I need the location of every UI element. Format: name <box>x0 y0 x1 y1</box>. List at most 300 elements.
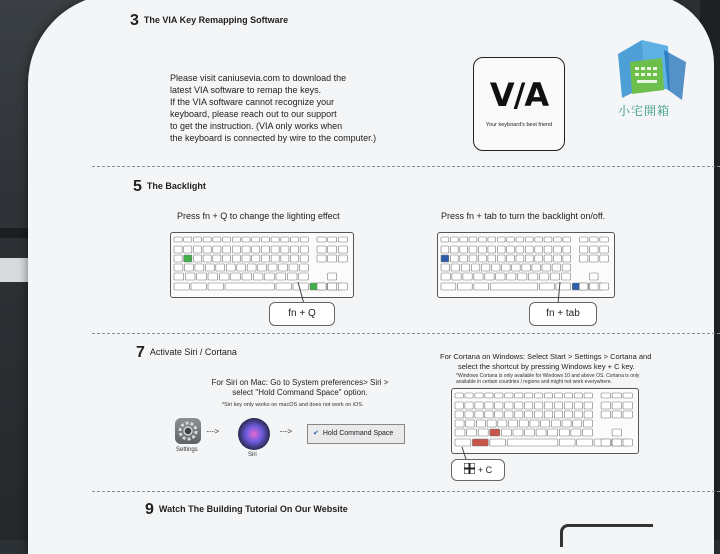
keyboard-key <box>465 402 473 409</box>
keyboard-key <box>601 402 610 409</box>
keyboard-key <box>317 283 326 290</box>
keyboard-key <box>485 411 493 418</box>
keyboard-key <box>203 237 211 242</box>
keyboard-key <box>476 420 485 427</box>
keyboard-key <box>540 273 549 280</box>
keyboard-key <box>623 439 632 446</box>
siri-note: *Siri key only works on macOS and does not work on iOS. <box>222 402 364 408</box>
backlight-right-caption: Press fn + tab to turn the backlight on/off. <box>441 211 606 221</box>
keyboard-key <box>338 255 347 262</box>
keyboard-key <box>590 273 599 280</box>
keyboard-key <box>579 255 588 262</box>
keyboard-key <box>612 429 621 436</box>
keyboard-key <box>559 429 569 436</box>
keyboard-key <box>574 402 582 409</box>
keyboard-key <box>512 264 521 271</box>
keyboard-key <box>515 411 523 418</box>
keyboard-key <box>574 411 582 418</box>
keyboard-key <box>535 393 543 398</box>
siri-line: select "Hold Command Space" option. <box>232 388 368 397</box>
section-5-title-text: The Backlight <box>146 181 206 191</box>
keyboard-key <box>328 246 337 253</box>
keyboard-key <box>574 393 582 398</box>
section-3-line: to get the instruction. (VIA only works when <box>170 121 343 131</box>
keyboard-key <box>577 439 593 446</box>
keyboard-key <box>231 273 241 280</box>
keyboard-key <box>466 420 475 427</box>
keyboard-key <box>328 237 337 242</box>
keyboard-key <box>544 393 552 398</box>
keyboard-key <box>203 255 211 262</box>
fn-q-combo-label: fn + Q <box>269 302 335 326</box>
section-divider <box>92 491 720 492</box>
keyboard-key <box>497 246 505 253</box>
keyboard-key <box>535 246 543 253</box>
keyboard-key <box>465 393 473 398</box>
keyboard-key <box>253 273 263 280</box>
section-3-number: 3 <box>130 12 139 29</box>
keyboard-key <box>300 264 309 271</box>
keyboard-key <box>299 273 309 280</box>
keyboard-key <box>505 393 513 398</box>
section-divider <box>92 333 720 334</box>
keyboard-key <box>479 246 487 253</box>
section-3-line: latest VIA software to remap the keys. <box>170 85 322 95</box>
keyboard-key <box>281 255 289 262</box>
keyboard-key <box>479 255 487 262</box>
cortana-note-line: *Windows Cortana is only available for Windows 10 and above OS. Cortana is only <box>456 373 640 379</box>
keyboard-key <box>174 237 182 242</box>
keyboard-key <box>516 246 524 253</box>
keyboard-key <box>455 420 464 427</box>
cortana-instructions <box>440 352 651 372</box>
keyboard-key <box>455 411 463 418</box>
keyboard-key <box>552 264 561 271</box>
keyboard-key <box>467 429 477 436</box>
keyboard-key <box>544 237 552 242</box>
keyboard-key <box>174 246 182 253</box>
keyboard-key <box>564 411 572 418</box>
keyboard-key <box>271 237 279 242</box>
keyboard-key <box>485 273 494 280</box>
keyboard-key <box>271 246 279 253</box>
device-edge <box>560 524 653 547</box>
keyboard-key <box>559 439 575 446</box>
keyboard-key <box>492 264 501 271</box>
keyboard-key <box>300 246 308 253</box>
keyboard-key <box>488 255 496 262</box>
windows-key-icon <box>464 463 475 474</box>
highlighted-key <box>184 255 192 262</box>
keyboard-key <box>612 393 621 398</box>
via-logo-box <box>473 57 565 151</box>
keyboard-key <box>328 283 337 290</box>
keyboard-key <box>542 264 551 271</box>
section-3-line: keyboard, please reach out to our support <box>170 109 337 119</box>
keyboard-key <box>513 429 523 436</box>
keyboard-keys <box>438 233 614 297</box>
keyboard-key <box>460 255 468 262</box>
keyboard-key <box>612 402 621 409</box>
keyboard-key <box>242 273 252 280</box>
keyboard-key <box>505 402 513 409</box>
siri-instructions <box>210 378 390 398</box>
keyboard-key <box>516 237 524 242</box>
keyboard-key <box>219 273 229 280</box>
keyboard-key <box>300 237 308 242</box>
section-3-line: If the VIA software cannot recognize your <box>170 97 335 107</box>
keyboard-key <box>564 393 572 398</box>
keyboard-key <box>276 273 286 280</box>
cortana-line: For Cortana on Windows: Select Start > Settings > Cortana and <box>440 352 652 361</box>
keyboard-key <box>544 402 552 409</box>
keyboard-key <box>281 237 289 242</box>
keyboard-key <box>450 246 458 253</box>
keyboard-key <box>213 255 221 262</box>
keyboard-keys <box>452 389 638 453</box>
keyboard-diagram-fn-tab <box>437 232 615 298</box>
keyboard-key <box>338 237 347 242</box>
gear-icon <box>175 418 201 444</box>
keyboard-key <box>451 264 460 271</box>
keyboard-key <box>232 237 240 242</box>
keyboard-key <box>501 429 511 436</box>
section-3-title <box>130 12 288 30</box>
keyboard-key <box>452 273 461 280</box>
keyboard-key <box>474 273 483 280</box>
keyboard-key <box>600 237 609 242</box>
keyboard-key <box>507 237 515 242</box>
keyboard-key <box>457 283 472 290</box>
keyboard-key <box>197 273 207 280</box>
keyboard-key <box>563 255 571 262</box>
keyboard-key <box>562 420 571 427</box>
keyboard-key <box>252 246 260 253</box>
keyboard-key <box>551 420 560 427</box>
keyboard-key <box>497 237 505 242</box>
keyboard-key <box>532 264 541 271</box>
keyboard-key <box>507 255 515 262</box>
keyboard-key <box>495 393 503 398</box>
watermark-text: 小宅開箱 <box>618 104 671 118</box>
keyboard-key <box>232 246 240 253</box>
keyboard-key <box>584 411 592 418</box>
keyboard-key <box>203 246 211 253</box>
keyboard-key <box>247 264 256 271</box>
keyboard-key <box>516 255 524 262</box>
keyboard-key <box>328 273 337 280</box>
siri-icon <box>238 418 270 450</box>
keyboard-key <box>612 439 621 446</box>
keyboard-key <box>460 237 468 242</box>
win-c-combo-label <box>451 459 505 481</box>
keyboard-key <box>242 255 250 262</box>
section-3-line: the keyboard is connected by wire to the computer.) <box>170 133 377 143</box>
fn-tab-combo-label: fn + tab <box>529 302 597 326</box>
highlighted-key <box>441 255 449 262</box>
keyboard-key <box>208 283 223 290</box>
keyboard-key <box>590 283 599 290</box>
keyboard-key <box>223 246 231 253</box>
keyboard-key <box>573 420 582 427</box>
keyboard-key <box>441 237 449 242</box>
keyboard-key <box>258 264 267 271</box>
keyboard-key <box>193 255 201 262</box>
keyboard-key <box>465 411 473 418</box>
keyboard-diagram-win-c <box>451 388 639 454</box>
keyboard-key <box>174 283 189 290</box>
keyboard-key <box>544 255 552 262</box>
keyboard-key <box>544 246 552 253</box>
keyboard-key <box>550 273 559 280</box>
keyboard-key <box>600 283 609 290</box>
keyboard-key <box>535 402 543 409</box>
keyboard-key <box>601 439 610 446</box>
keyboard-key <box>469 246 477 253</box>
hold-command-space-label: Hold Command Space <box>322 430 394 437</box>
section-7-number: 7 <box>136 344 145 361</box>
keyboard-key <box>460 246 468 253</box>
siri-line: For Siri on Mac: Go to System preferences> Siri > <box>211 378 389 387</box>
keyboard-key <box>579 237 588 242</box>
keyboard-key <box>490 439 506 446</box>
keyboard-key <box>475 402 483 409</box>
keyboard-key <box>590 237 599 242</box>
keyboard-key <box>541 420 550 427</box>
keyboard-key <box>463 273 472 280</box>
keyboard-key <box>317 237 326 242</box>
keyboard-key <box>223 237 231 242</box>
keyboard-key <box>548 429 558 436</box>
keyboard-key <box>544 411 552 418</box>
via-logo: V/A <box>489 76 549 114</box>
keyboard-key <box>317 255 326 262</box>
keyboard-key <box>490 283 538 290</box>
keyboard-key <box>571 429 581 436</box>
checkmark-icon: ✔ <box>313 430 319 437</box>
keyboard-key <box>623 411 632 418</box>
keyboard-key <box>184 237 192 242</box>
keyboard-key <box>291 237 299 242</box>
keyboard-key <box>488 237 496 242</box>
keyboard-key <box>475 393 483 398</box>
section-divider <box>92 166 720 167</box>
keyboard-key <box>601 411 610 418</box>
keyboard-key <box>441 264 450 271</box>
keyboard-key <box>191 283 206 290</box>
win-c-combo-text: + C <box>477 465 493 475</box>
keyboard-key <box>584 393 592 398</box>
keyboard-key <box>502 264 511 271</box>
keyboard-key <box>529 273 538 280</box>
keyboard-key <box>525 411 533 418</box>
keyboard-key <box>515 393 523 398</box>
keyboard-key <box>232 255 240 262</box>
keyboard-key <box>563 246 571 253</box>
keyboard-key <box>213 237 221 242</box>
keyboard-key <box>495 411 503 418</box>
keyboard-key <box>441 283 456 290</box>
keyboard-key <box>223 255 231 262</box>
keyboard-key <box>623 393 632 398</box>
keyboard-key <box>488 246 496 253</box>
keyboard-key <box>554 246 562 253</box>
section-3-title-text: The VIA Key Remapping Software <box>143 15 289 25</box>
keyboard-key <box>450 237 458 242</box>
keyboard-key <box>496 273 505 280</box>
keyboard-key <box>474 283 489 290</box>
keyboard-diagram-fn-q <box>170 232 354 298</box>
keyboard-key <box>455 393 463 398</box>
keyboard-key <box>226 264 235 271</box>
keyboard-key <box>205 264 214 271</box>
keyboard-key <box>216 264 225 271</box>
keyboard-key <box>287 273 297 280</box>
keyboard-key <box>317 246 326 253</box>
settings-gear-icon <box>175 418 201 444</box>
section-7-title-text: Activate Siri / Cortana <box>149 347 237 357</box>
keyboard-key <box>328 255 337 262</box>
keyboard-key <box>554 255 562 262</box>
backlight-left-caption: Press fn + Q to change the lighting effect <box>177 211 340 221</box>
keyboard-key <box>525 237 533 242</box>
keyboard-key <box>185 273 195 280</box>
section-9-title <box>145 501 348 519</box>
keyboard-key <box>535 237 543 242</box>
keyboard-key <box>174 264 183 271</box>
keyboard-key <box>261 255 269 262</box>
keyboard-key <box>265 273 275 280</box>
keyboard-key <box>583 420 592 427</box>
keyboard-key <box>535 255 543 262</box>
keyboard-key <box>193 246 201 253</box>
keyboard-key <box>535 411 543 418</box>
keyboard-key <box>562 264 571 271</box>
keyboard-key <box>300 255 308 262</box>
keyboard-key <box>600 246 609 253</box>
keyboard-keys <box>171 233 353 297</box>
section-3-line: Please visit caniusevia.com to download the <box>170 73 347 83</box>
keyboard-key <box>515 402 523 409</box>
keyboard-key <box>441 246 449 253</box>
keyboard-key <box>208 273 218 280</box>
keyboard-key <box>525 393 533 398</box>
cortana-note-line: available in certain countries / regions and might not work everywhere. <box>456 379 612 385</box>
keyboard-key <box>268 264 277 271</box>
keyboard-key <box>184 246 192 253</box>
keyboard-key <box>579 246 588 253</box>
keyboard-key <box>242 246 250 253</box>
keyboard-key <box>579 283 588 290</box>
keyboard-key <box>450 255 458 262</box>
keyboard-key <box>338 246 347 253</box>
keyboard-key <box>519 420 528 427</box>
keyboard-key <box>252 255 260 262</box>
keyboard-key <box>237 264 246 271</box>
keyboard-key <box>261 237 269 242</box>
keyboard-key <box>291 246 299 253</box>
keyboard-key <box>213 246 221 253</box>
keyboard-key <box>281 246 289 253</box>
section-7-title <box>136 344 237 362</box>
keyboard-key <box>536 429 546 436</box>
keyboard-key <box>495 402 503 409</box>
keyboard-key <box>600 255 609 262</box>
keyboard-key <box>554 411 562 418</box>
keyboard-key <box>505 411 513 418</box>
flow-arrow: ·····> <box>279 427 291 436</box>
keyboard-key <box>485 393 493 398</box>
keyboard-key <box>271 255 279 262</box>
keyboard-key <box>461 264 470 271</box>
keyboard-key <box>185 264 194 271</box>
keyboard-key <box>554 237 562 242</box>
keyboard-key <box>518 273 527 280</box>
keyboard-key <box>469 237 477 242</box>
keyboard-key <box>279 264 288 271</box>
keyboard-key <box>561 273 570 280</box>
keyboard-key <box>469 255 477 262</box>
flow-arrow: ·····> <box>206 427 218 436</box>
keyboard-key <box>612 411 621 418</box>
keyboard-key <box>479 237 487 242</box>
keyboard-key <box>530 420 539 427</box>
keyboard-key <box>590 255 599 262</box>
keyboard-key <box>525 402 533 409</box>
keyboard-key <box>338 283 347 290</box>
keyboard-key <box>487 420 496 427</box>
keyboard-key <box>289 264 298 271</box>
keyboard-key <box>522 264 531 271</box>
section-9-number: 9 <box>145 501 154 518</box>
keyboard-key <box>195 264 204 271</box>
siri-label: Siri <box>248 452 257 458</box>
keyboard-key <box>525 429 535 436</box>
keyboard-key <box>225 283 274 290</box>
keyboard-key <box>471 264 480 271</box>
keyboard-key <box>261 246 269 253</box>
keyboard-key <box>507 439 558 446</box>
keyboard-key <box>623 402 632 409</box>
keyboard-key <box>252 237 260 242</box>
keyboard-key <box>481 264 490 271</box>
keyboard-key <box>590 246 599 253</box>
via-tagline: Your keyboard's best friend <box>485 122 553 128</box>
keyboard-key <box>475 411 483 418</box>
section-9-title-text: Watch The Building Tutorial On Our Website <box>158 504 348 514</box>
keyboard-key <box>478 429 488 436</box>
keyboard-key <box>485 402 493 409</box>
keyboard-key <box>584 402 592 409</box>
keyboard-key <box>193 237 201 242</box>
cortana-note <box>456 373 639 385</box>
keyboard-key <box>441 273 450 280</box>
keyboard-key <box>564 402 572 409</box>
settings-label: Settings <box>176 447 198 453</box>
section-3-body <box>170 72 376 144</box>
keyboard-key <box>563 237 571 242</box>
keyboard-key <box>507 246 515 253</box>
cortana-line: select the shortcut by pressing Windows key + C key. <box>458 362 635 371</box>
keyboard-key <box>291 255 299 262</box>
keyboard-key <box>601 393 610 398</box>
keyboard-key <box>525 255 533 262</box>
highlighted-key <box>490 429 500 436</box>
keyboard-key <box>174 273 184 280</box>
keyboard-key <box>507 273 516 280</box>
section-5-title <box>133 178 206 196</box>
keyboard-key <box>509 420 518 427</box>
